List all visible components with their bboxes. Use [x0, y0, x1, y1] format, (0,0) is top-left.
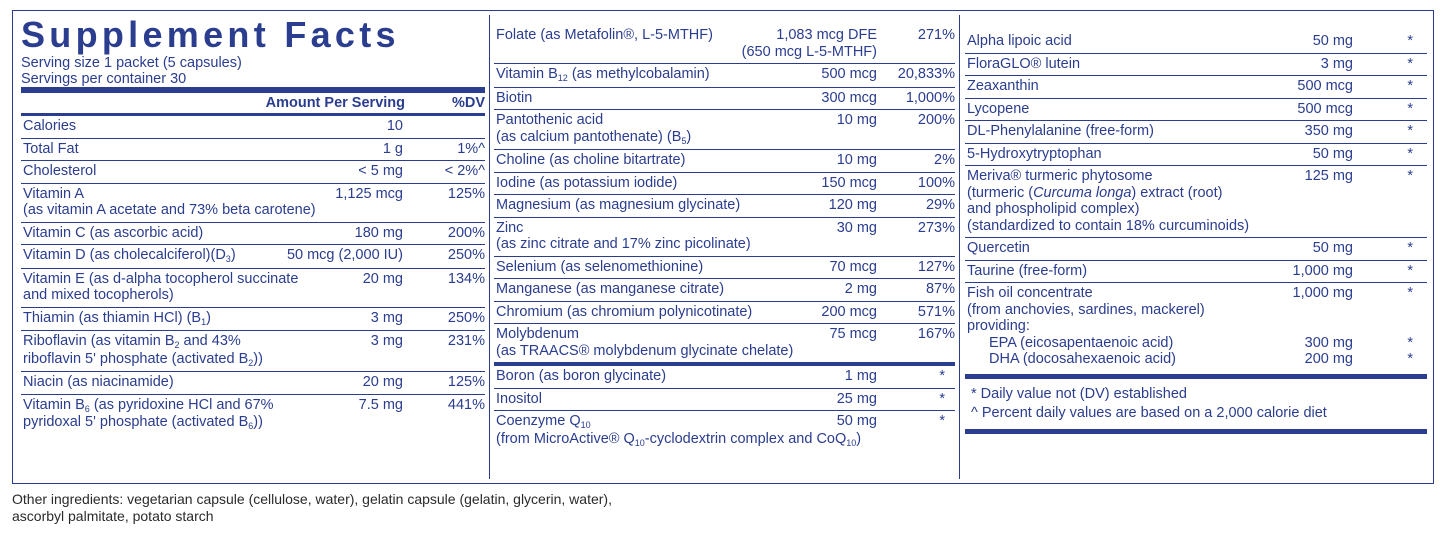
nutrient-name: Inositol — [496, 390, 542, 407]
nutrient-name: FloraGLO® lutein — [967, 55, 1081, 72]
nutrient-source: (as calcium pantothenate) $(B_5)$ — [496, 128, 692, 146]
nutrient-row — [965, 165, 1427, 237]
nutrient-source: (from anchovies, sardines, mackerel) — [967, 301, 1205, 318]
nutrient-row — [494, 87, 955, 110]
nutrient-name: Vitamin E (as d-alpha tocopherol succinate — [23, 270, 299, 287]
nutrient-name: Folate (as Metafolin®, L-5-MTHF) — [496, 27, 713, 43]
nutrient-row — [494, 194, 955, 217]
nutrient-row — [494, 63, 955, 87]
nutrient-amount: 150 mcg — [821, 174, 877, 191]
column-header — [21, 93, 485, 113]
column-3 — [965, 11, 1427, 434]
nutrient-dv: 125% — [447, 374, 485, 390]
nutrient-amount: 70 mcg — [829, 258, 877, 275]
nutrient-row — [494, 388, 955, 411]
nutrient-amount: 500 mcg — [1297, 78, 1353, 94]
nutrient-dv: * — [939, 390, 945, 407]
nutrient-name: Lycopene — [967, 100, 1030, 117]
nutrient-amount: 7.5 mg — [358, 396, 403, 413]
nutrient-amount: 500 mcg — [821, 66, 877, 82]
nutrient-row — [21, 116, 485, 138]
other-ingredients-line: ascorbyl palmitate, potato starch — [12, 508, 214, 524]
nutrient-list — [494, 11, 955, 362]
nutrient-dv: 134% — [447, 270, 485, 287]
nutrient-name: Niacin (as niacinamide) — [23, 374, 174, 390]
nutrient-dv: * — [1407, 240, 1413, 256]
nutrient-amount: 20 mg — [362, 270, 403, 287]
sub-nutrient-name: DHA (docosahexaenoic acid) — [989, 350, 1176, 367]
nutrient-name: Zinc — [496, 219, 524, 236]
nutrient-dv: 200% — [917, 112, 955, 128]
nutrient-name: Taurine (free-form) — [967, 262, 1088, 279]
nutrient-name: Thiamin (as thiamin HCl) $(B_1)$ — [23, 309, 211, 327]
nutrient-amount: 30 mg — [836, 219, 877, 236]
nutrient-name: Selenium (as selenomethionine) — [496, 258, 704, 275]
nutrient-name: Boron (as boron glycinate) — [496, 368, 667, 384]
nutrient-list — [494, 366, 955, 451]
nutrient-amount: 25 mg — [836, 390, 877, 407]
nutrient-row — [21, 330, 485, 371]
nutrient-dv: * — [939, 368, 945, 384]
nutrient-spacer — [494, 44, 740, 61]
nutrient-name: Riboflavin (as vitamin $B_2$ and 43% — [23, 333, 241, 350]
nutrient-row — [965, 75, 1427, 98]
nutrient-name: Quercetin — [967, 240, 1030, 256]
nutrient-dv: 125% — [447, 185, 485, 202]
nutrient-dv: 167% — [917, 326, 955, 342]
nutrient-amount: 50 mg — [1312, 33, 1353, 49]
amount-per-serving-header: Amount Per Serving — [265, 95, 405, 111]
sub-nutrient-amount: 200 mg — [1304, 350, 1353, 367]
nutrient-row — [965, 120, 1427, 143]
nutrient-dv: * — [1407, 123, 1413, 139]
nutrient-row — [494, 366, 955, 388]
nutrient-row — [21, 183, 485, 222]
nutrient-amount: 500 mcg — [1297, 100, 1353, 117]
nutrient-dv: 273% — [917, 219, 955, 236]
nutrient-name: Alpha lipoic acid — [967, 33, 1072, 49]
nutrient-row — [21, 394, 485, 435]
nutrient-name: Vitamin $B_{12}$ (as methylcobalamin) — [496, 66, 710, 83]
nutrient-amount: 2 mg — [844, 281, 877, 297]
nutrient-name: Pantothenic acid — [496, 112, 604, 128]
nutrient-amount: 1 mg — [844, 368, 877, 384]
nutrient-dv: 20,833% — [897, 66, 955, 82]
nutrient-dv: * — [1407, 285, 1413, 301]
nutrient-list — [965, 11, 1427, 370]
nutrient-dv: * — [1407, 55, 1413, 72]
nutrient-dv: 271% — [917, 27, 955, 43]
nutrient-amount: 10 mg — [836, 112, 877, 128]
column-divider — [959, 15, 960, 479]
panel-title: Supplement Facts — [21, 14, 400, 55]
nutrient-source: providing: — [967, 318, 1030, 334]
nutrient-dv: * — [939, 413, 945, 429]
nutrient-row — [965, 143, 1427, 166]
nutrient-row — [965, 31, 1427, 53]
other-ingredients-line: Other ingredients: vegetarian capsule (cellulose, water), gelatin capsule (gelatin, glycerin, water), — [12, 491, 612, 507]
nutrient-row — [21, 371, 485, 394]
nutrient-dv: < 2%^ — [444, 163, 485, 179]
nutrient-row — [494, 278, 955, 301]
nutrient-amount: 3 mg — [370, 333, 403, 349]
column-2 — [494, 11, 955, 451]
nutrient-amount: 50 mcg (2,000 IU) — [286, 247, 403, 263]
nutrient-name: Magnesium (as magnesium glycinate) — [496, 197, 741, 213]
thick-divider — [965, 429, 1427, 434]
nutrient-name: 5-Hydroxytryptophan — [967, 145, 1102, 162]
nutrient-row — [965, 237, 1427, 260]
nutrient-name: Molybdenum — [496, 326, 580, 342]
nutrient-dv: * — [1407, 168, 1413, 184]
nutrient-dv: 441% — [447, 396, 485, 413]
nutrient-row — [965, 260, 1427, 283]
nutrient-row — [21, 268, 485, 307]
nutrient-dv: 1,000% — [905, 89, 955, 106]
nutrient-source: riboflavin 5' phosphate (activated $B_2$)) — [23, 350, 263, 368]
nutrient-name: Cholesterol — [23, 163, 97, 179]
nutrient-dv: 87% — [925, 281, 955, 297]
nutrient-name: Vitamin D (as $cholecalciferol)(D_3)$ — [23, 247, 236, 264]
nutrient-row — [21, 244, 485, 268]
nutrient-name: Zeaxanthin — [967, 78, 1039, 94]
nutrient-source: (as vitamin A acetate and 73% beta carotene) — [23, 202, 316, 218]
nutrient-amount: 1,000 mg — [1292, 285, 1353, 301]
nutrient-source: pyridoxal 5' phosphate (activated $B_6$)) — [23, 414, 263, 431]
nutrient-dv: 29% — [925, 197, 955, 213]
nutrient-dv: 250% — [447, 309, 485, 326]
column-divider — [489, 15, 490, 479]
nutrient-amount: 1 g — [382, 140, 403, 157]
nutrient-amount: < 5 mg — [358, 163, 403, 179]
nutrient-source: (as TRAACS® molybdenum glycinate chelate) — [496, 342, 794, 359]
nutrient-name: Coenzyme $Q_{10}$ — [496, 413, 591, 430]
nutrient-amount: 120 mg — [828, 197, 877, 213]
nutrient-row — [494, 323, 955, 362]
nutrient-amount: 3 mg — [370, 309, 403, 326]
nutrient-dv: * — [1407, 262, 1413, 279]
serving-size: Serving size 1 packet (5 capsules) — [21, 55, 242, 71]
nutrient-amount: 125 mg — [1304, 168, 1353, 184]
nutrient-name: Manganese (as manganese citrate) — [496, 281, 725, 297]
nutrient-amount: 1,000 mg — [1292, 262, 1353, 279]
nutrient-source: (as zinc citrate and 17% zinc picolinate) — [496, 236, 751, 252]
nutrient-source: and phospholipid complex) — [967, 201, 1140, 217]
nutrient-row — [965, 53, 1427, 76]
nutrient-name: Meriva® turmeric phytosome — [967, 168, 1153, 184]
nutrient-amount: 10 mg — [836, 152, 877, 168]
column-1 — [21, 11, 485, 435]
nutrient-name: Iodine (as potassium iodide) — [496, 174, 678, 191]
nutrient-dv: * — [1407, 78, 1413, 94]
nutrient-amount: 300 mcg — [821, 89, 877, 106]
nutrient-list — [21, 116, 485, 435]
sub-nutrient-row — [965, 335, 1427, 351]
nutrient-name: Biotin — [496, 89, 533, 106]
nutrient-name: Total Fat — [23, 140, 79, 157]
nutrient-row — [494, 25, 955, 63]
nutrient-amount: 10 — [386, 118, 403, 134]
nutrient-source: (turmeric (Curcuma longa) extract (root) — [967, 184, 1223, 201]
nutrient-source: and mixed tocopherols) — [23, 287, 174, 303]
nutrient-name: Chromium (as chromium polynicotinate) — [496, 303, 753, 320]
nutrient-amount: 50 mg — [1312, 240, 1353, 256]
nutrient-dv: 200% — [447, 224, 485, 241]
dv-header: %DV — [451, 95, 485, 111]
nutrient-name: Vitamin A — [23, 185, 84, 202]
nutrient-amount: 180 mg — [354, 224, 403, 241]
supplement-facts-panel — [12, 10, 1434, 484]
nutrient-row — [494, 301, 955, 324]
footnote-calorie: ^ Percent daily values are based on a 2,000 calorie diet — [971, 404, 1327, 421]
servings-per-container: Servings per container 30 — [21, 71, 187, 87]
nutrient-row — [494, 256, 955, 279]
nutrient-amount: 350 mg — [1304, 123, 1353, 139]
sub-nutrient-row — [965, 351, 1427, 367]
nutrient-amount: 75 mcg — [829, 326, 877, 342]
nutrient-dv: 571% — [917, 303, 955, 320]
nutrient-name: Choline (as choline bitartrate) — [496, 152, 686, 168]
nutrient-name: Vitamin C (as ascorbic acid) — [23, 224, 204, 241]
nutrient-dv: 1%^ — [457, 140, 485, 157]
other-ingredients — [12, 491, 712, 525]
nutrient-row — [494, 410, 955, 451]
nutrient-amount: 1,083 mcg DFE (650 mcg L-5-MTHF) — [741, 27, 877, 60]
footnote-dv: * Daily value not (DV) established — [971, 385, 1187, 402]
nutrient-dv: 127% — [917, 258, 955, 275]
nutrient-dv: * — [1407, 145, 1413, 162]
nutrient-row — [494, 217, 955, 256]
nutrient-name: Vitamin $B_6$ (as pyridoxine HCl and 67% — [23, 396, 274, 414]
nutrient-dv: * — [1407, 33, 1413, 49]
sub-nutrient-amount: 300 mg — [1304, 334, 1353, 351]
nutrient-amount: 1,125 mcg — [335, 185, 403, 202]
nutrient-dv: 231% — [447, 333, 485, 349]
nutrient-row — [21, 222, 485, 245]
nutrient-row — [965, 282, 1427, 370]
sub-nutrient-name: EPA (eicosapentaenoic acid) — [989, 334, 1174, 351]
nutrient-source: (standardized to contain 18% curcuminoids) — [967, 217, 1250, 234]
nutrient-amount: 50 mg — [836, 413, 877, 429]
nutrient-row — [21, 138, 485, 161]
nutrient-name: DL-Phenylalanine (free-form) — [967, 123, 1154, 139]
nutrient-dv: 100% — [917, 174, 955, 191]
nutrient-amount: 200 mcg — [821, 303, 877, 320]
nutrient-source: (from MicroActive® $Q_{10}$-cyclodextrin complex and CoQ$_{10}$) — [496, 430, 862, 448]
nutrient-amount: 20 mg — [362, 374, 403, 390]
nutrient-name: Fish oil concentrate — [967, 285, 1093, 301]
sub-nutrient-dv: * — [1407, 350, 1413, 367]
nutrient-amount: 50 mg — [1312, 145, 1353, 162]
nutrient-row — [21, 307, 485, 331]
sub-nutrient-dv: * — [1407, 334, 1413, 351]
nutrient-dv: 250% — [447, 247, 485, 263]
nutrient-amount: 3 mg — [1320, 55, 1353, 72]
nutrient-row — [21, 160, 485, 183]
nutrient-dv: 2% — [934, 152, 955, 168]
nutrient-row — [494, 172, 955, 195]
nutrient-name: Calories — [23, 118, 77, 134]
nutrient-row — [494, 149, 955, 172]
nutrient-row — [965, 98, 1427, 121]
footnotes — [965, 379, 1427, 423]
nutrient-dv: * — [1407, 100, 1413, 117]
nutrient-row — [494, 109, 955, 149]
